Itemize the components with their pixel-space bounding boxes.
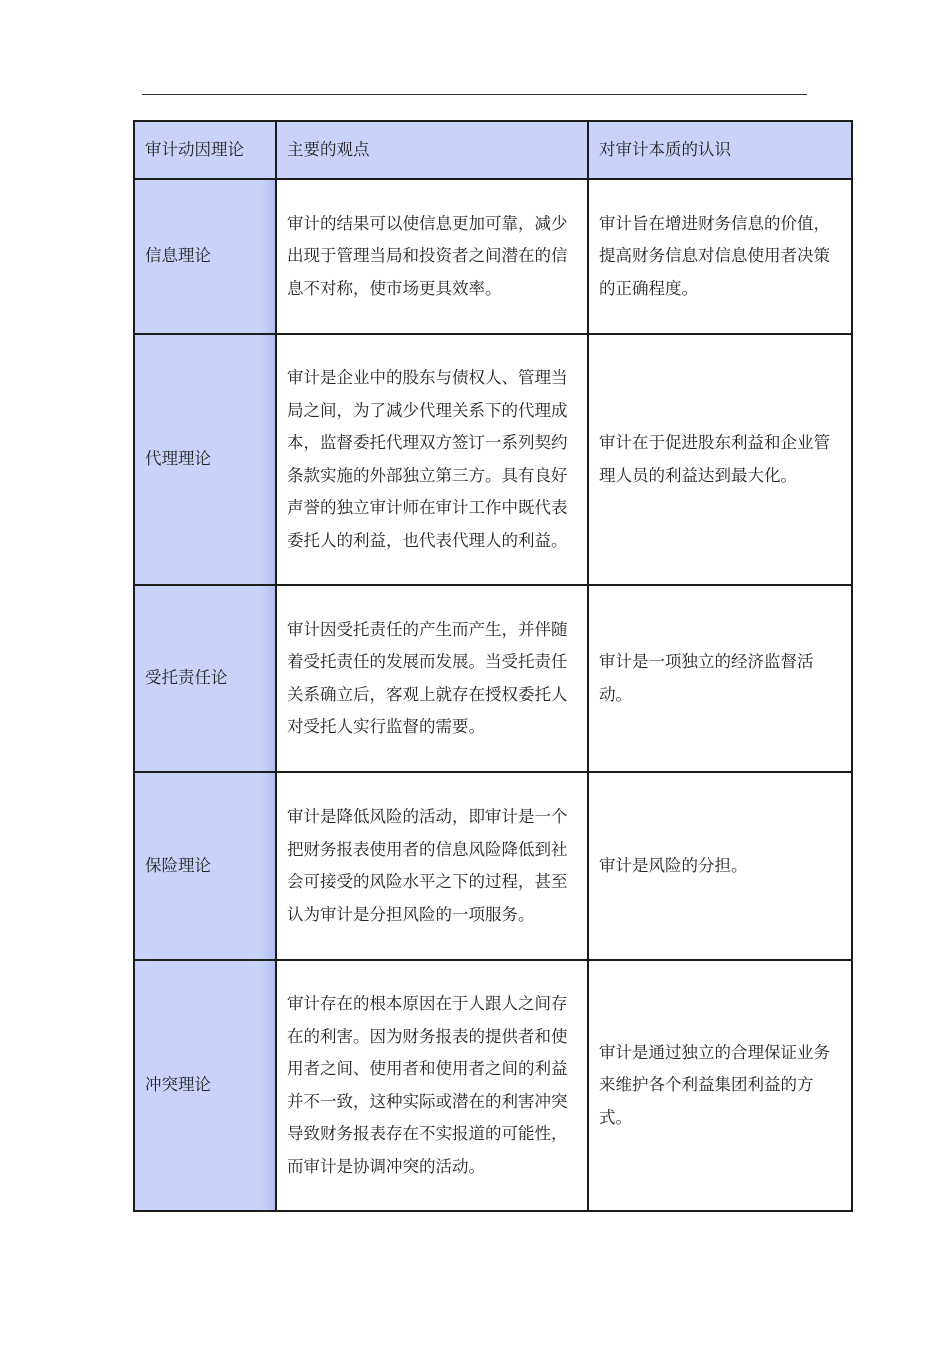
main-view: 审计是企业中的股东与债权人、管理当局之间，为了减少代理关系下的代理成本，监督委托代理双方签订一系列契约条款实施的外部独立第三方。具有良好声誉的独立审计师在审计工作中既代表委托人的利益，也代表代理人的利益。 xyxy=(276,334,588,585)
audit-essence: 审计旨在增进财务信息的价值，提高财务信息对信息使用者决策的正确程度。 xyxy=(588,179,852,334)
top-rule xyxy=(142,94,807,95)
audit-theory-table xyxy=(133,120,853,1212)
table-row xyxy=(134,960,852,1211)
theory-name: 受托责任论 xyxy=(134,585,276,772)
audit-essence: 审计在于促进股东利益和企业管理人员的利益达到最大化。 xyxy=(588,334,852,585)
header-theory: 审计动因理论 xyxy=(134,121,276,179)
main-view: 审计是降低风险的活动，即审计是一个把财务报表使用者的信息风险降低到社会可接受的风险水平之下的过程，甚至认为审计是分担风险的一项服务。 xyxy=(276,772,588,960)
header-main-view: 主要的观点 xyxy=(276,121,588,179)
table-row xyxy=(134,772,852,960)
table-row xyxy=(134,179,852,334)
main-view: 审计的结果可以使信息更加可靠，减少出现于管理当局和投资者之间潜在的信息不对称，使市场更具效率。 xyxy=(276,179,588,334)
table-header-row xyxy=(134,121,852,179)
header-essence: 对审计本质的认识 xyxy=(588,121,852,179)
theory-name: 代理理论 xyxy=(134,334,276,585)
table-row xyxy=(134,334,852,585)
main-view: 审计存在的根本原因在于人跟人之间存在的利害。因为财务报表的提供者和使用者之间、使用者和使用者之间的利益并不一致，这种实际或潜在的利害冲突导致财务报表存在不实报道的可能性，而审计是协调冲突的活动。 xyxy=(276,960,588,1211)
theory-name: 保险理论 xyxy=(134,772,276,960)
audit-essence: 审计是通过独立的合理保证业务来维护各个利益集团利益的方式。 xyxy=(588,960,852,1211)
theory-name: 冲突理论 xyxy=(134,960,276,1211)
audit-essence: 审计是一项独立的经济监督活动。 xyxy=(588,585,852,772)
main-view: 审计因受托责任的产生而产生，并伴随着受托责任的发展而发展。当受托责任关系确立后，客观上就存在授权委托人对受托人实行监督的需要。 xyxy=(276,585,588,772)
table-row xyxy=(134,585,852,772)
theory-name: 信息理论 xyxy=(134,179,276,334)
audit-essence: 审计是风险的分担。 xyxy=(588,772,852,960)
